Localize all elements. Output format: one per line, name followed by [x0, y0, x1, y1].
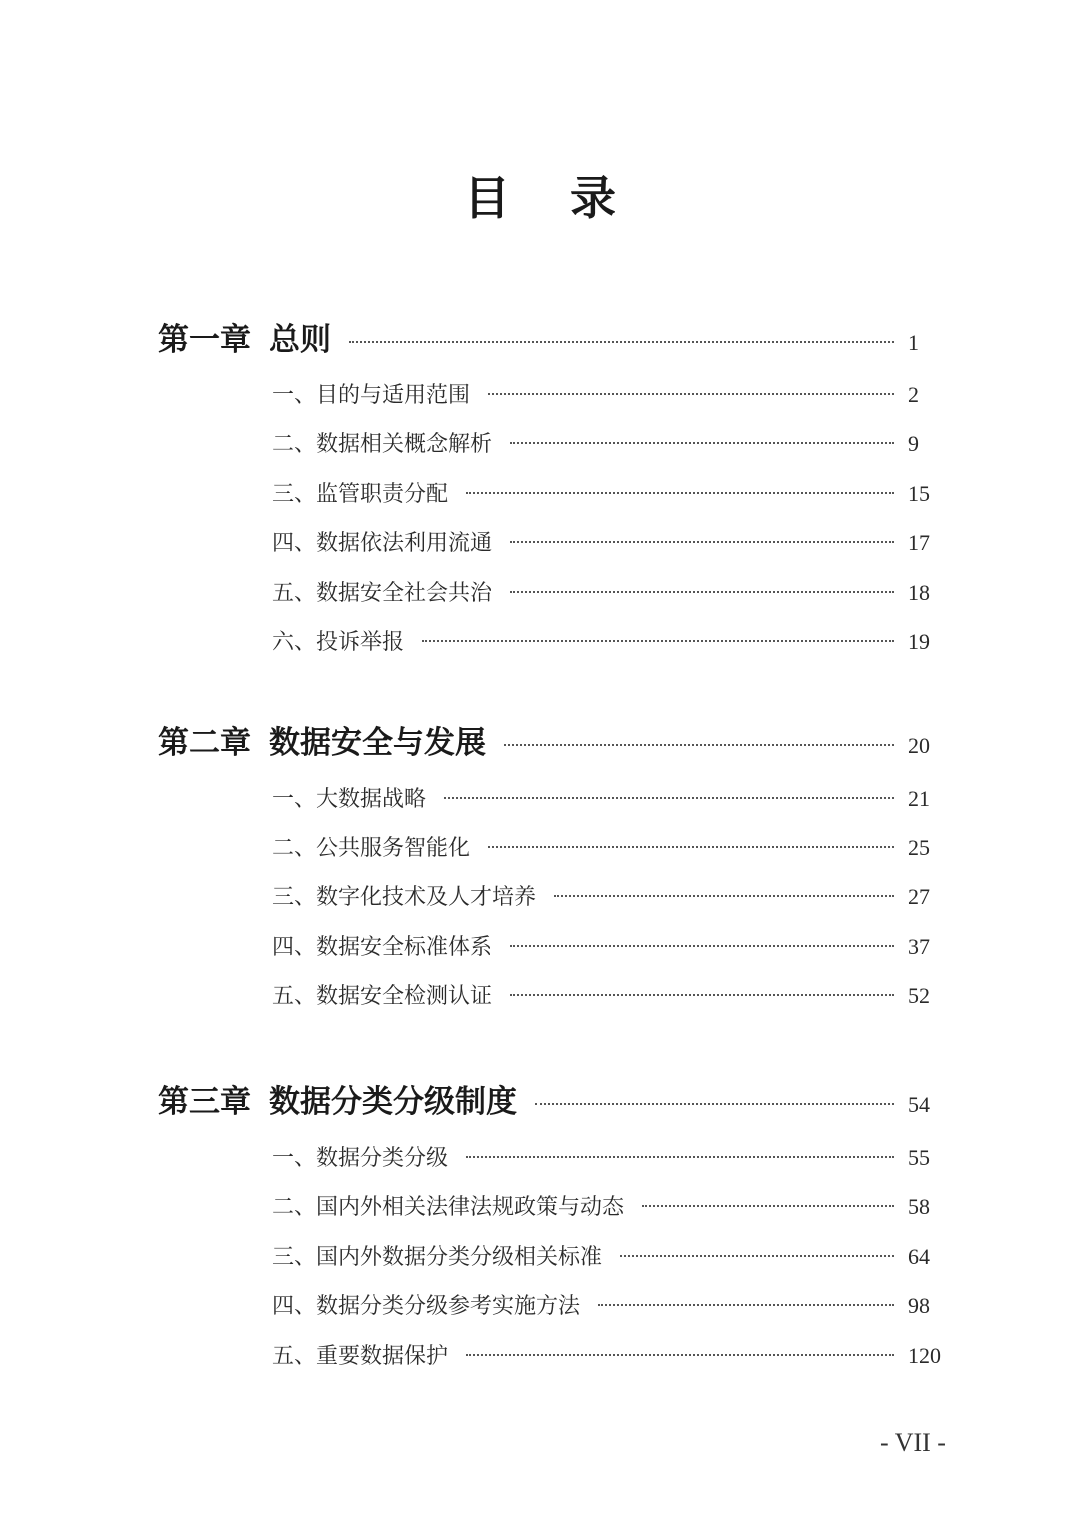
section-page-number: 19	[908, 629, 930, 654]
section-label: 一、	[272, 787, 317, 812]
page-number-footer: - VII -	[880, 1428, 946, 1457]
section-label: 五、	[272, 984, 317, 1009]
dot-leader	[510, 591, 894, 593]
dot-leader	[535, 1103, 894, 1105]
toc-section[interactable]	[272, 526, 948, 560]
section-label: 二、	[272, 836, 317, 861]
section-page-number: 9	[908, 431, 919, 456]
section-page-number: 17	[908, 530, 930, 555]
section-title: 数字化技术及人才培养	[316, 885, 537, 910]
toc-section[interactable]	[272, 625, 948, 659]
section-label: 三、	[272, 482, 317, 507]
chapter-label: 第一章	[158, 322, 251, 358]
page-title: 目 录	[463, 171, 638, 225]
section-title: 公共服务智能化	[316, 836, 471, 861]
section-page-number: 15	[908, 481, 930, 506]
dot-leader	[642, 1205, 894, 1207]
section-title: 国内外数据分类分级相关标准	[316, 1245, 603, 1270]
chapter-title: 总则	[269, 322, 331, 358]
dot-leader	[598, 1304, 894, 1306]
section-title: 数据分类分级	[316, 1146, 449, 1171]
toc-chapter-2[interactable]	[158, 717, 948, 761]
dot-leader	[488, 846, 894, 848]
section-title: 数据安全标准体系	[316, 935, 493, 960]
dot-leader	[466, 492, 894, 494]
chapter-page-number: 54	[908, 1092, 930, 1117]
toc-section[interactable]	[272, 1240, 948, 1274]
section-page-number: 18	[908, 580, 930, 605]
section-title: 数据依法利用流通	[316, 531, 493, 556]
section-page-number: 120	[908, 1343, 941, 1368]
section-title: 国内外相关法律法规政策与动态	[316, 1195, 625, 1220]
section-page-number: 64	[908, 1244, 930, 1269]
toc-section[interactable]	[272, 378, 948, 412]
dot-leader	[466, 1156, 894, 1158]
dot-leader	[504, 744, 894, 746]
section-label: 五、	[272, 1344, 317, 1369]
toc-chapter-3[interactable]	[158, 1076, 948, 1120]
section-title: 数据相关概念解析	[316, 432, 493, 457]
section-label: 三、	[272, 885, 317, 910]
section-label: 四、	[272, 1294, 317, 1319]
dot-leader	[349, 341, 894, 343]
toc-section[interactable]	[272, 1190, 948, 1224]
section-label: 四、	[272, 531, 317, 556]
dot-leader	[422, 640, 894, 642]
dot-leader	[466, 1354, 894, 1356]
section-title: 重要数据保护	[316, 1344, 449, 1369]
chapter-label: 第三章	[158, 1084, 251, 1120]
toc-section[interactable]	[272, 979, 948, 1013]
toc-section[interactable]	[272, 880, 948, 914]
section-page-number: 55	[908, 1145, 930, 1170]
section-page-number: 25	[908, 835, 930, 860]
dot-leader	[620, 1255, 894, 1257]
section-page-number: 52	[908, 983, 930, 1008]
section-label: 三、	[272, 1245, 317, 1270]
chapter-page-number: 20	[908, 733, 930, 758]
section-page-number: 21	[908, 786, 930, 811]
section-label: 六、	[272, 630, 317, 655]
section-label: 四、	[272, 935, 317, 960]
toc-section[interactable]	[272, 477, 948, 511]
section-title: 数据分类分级参考实施方法	[316, 1294, 581, 1319]
section-title: 数据安全社会共治	[316, 581, 493, 606]
section-title: 投诉举报	[316, 630, 405, 655]
chapter-label: 第二章	[158, 725, 251, 761]
section-page-number: 98	[908, 1293, 930, 1318]
dot-leader	[510, 945, 894, 947]
section-title: 监管职责分配	[316, 482, 449, 507]
dot-leader	[554, 895, 894, 897]
dot-leader	[444, 797, 894, 799]
dot-leader	[510, 994, 894, 996]
section-page-number: 2	[908, 382, 919, 407]
toc-section[interactable]	[272, 427, 948, 461]
chapter-page-number: 1	[908, 330, 919, 355]
toc-section[interactable]	[272, 1289, 948, 1323]
chapter-title: 数据安全与发展	[269, 725, 486, 761]
section-label: 一、	[272, 1146, 317, 1171]
section-page-number: 27	[908, 884, 930, 909]
section-page-number: 37	[908, 934, 930, 959]
dot-leader	[510, 442, 894, 444]
toc-chapter-1[interactable]	[158, 314, 948, 358]
toc-section[interactable]	[272, 576, 948, 610]
toc-section[interactable]	[272, 782, 948, 816]
section-title: 数据安全检测认证	[316, 984, 493, 1009]
toc-section[interactable]	[272, 1339, 948, 1373]
dot-leader	[488, 393, 894, 395]
section-title: 目的与适用范围	[316, 383, 471, 408]
dot-leader	[510, 541, 894, 543]
section-label: 一、	[272, 383, 317, 408]
toc-section[interactable]	[272, 831, 948, 865]
toc-section[interactable]	[272, 930, 948, 964]
toc-section[interactable]	[272, 1141, 948, 1175]
section-label: 二、	[272, 432, 317, 457]
section-label: 二、	[272, 1195, 317, 1220]
section-label: 五、	[272, 581, 317, 606]
section-page-number: 58	[908, 1194, 930, 1219]
section-title: 大数据战略	[316, 787, 427, 812]
chapter-title: 数据分类分级制度	[269, 1084, 517, 1120]
